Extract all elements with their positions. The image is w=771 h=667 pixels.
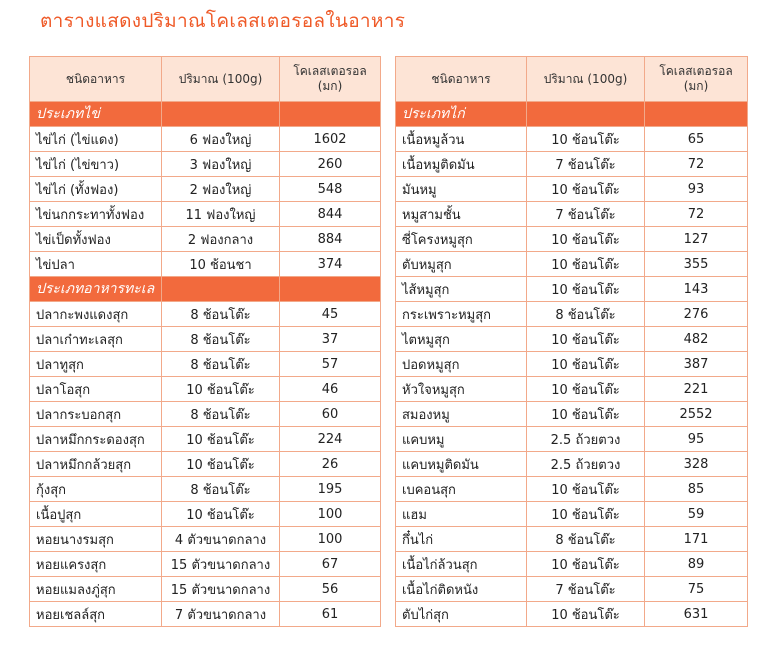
food-amount: 10 ช้อนโต๊ะ xyxy=(162,502,280,527)
table-row xyxy=(396,577,748,602)
table-row xyxy=(396,477,748,502)
food-amount: 7 ช้อนโต๊ะ xyxy=(527,577,645,602)
table-row xyxy=(396,602,748,627)
food-name: กึ๋นไก่ xyxy=(396,527,527,552)
table-row xyxy=(396,277,748,302)
table-row xyxy=(30,352,381,377)
food-name: กุ้งสุก xyxy=(30,477,162,502)
table-body xyxy=(396,57,748,627)
food-amount: 2 ฟองกลาง xyxy=(162,227,280,252)
food-name: หอยเชลล์สุก xyxy=(30,602,162,627)
food-amount: 10 ช้อนโต๊ะ xyxy=(527,402,645,427)
food-amount: 10 ช้อนโต๊ะ xyxy=(527,327,645,352)
food-amount: 10 ช้อนโต๊ะ xyxy=(527,227,645,252)
table-row xyxy=(30,152,381,177)
header-food: ชนิดอาหาร xyxy=(30,57,162,102)
food-amount: 8 ช้อนโต๊ะ xyxy=(162,402,280,427)
food-amount: 3 ฟองใหญ่ xyxy=(162,152,280,177)
food-amount: 15 ตัวขนาดกลาง xyxy=(162,552,280,577)
cholesterol-value: 548 xyxy=(280,177,381,202)
table-row xyxy=(30,202,381,227)
food-name: แคบหมู xyxy=(396,427,527,452)
table-row xyxy=(396,552,748,577)
cholesterol-value: 46 xyxy=(280,377,381,402)
food-amount: 2.5 ถ้วยตวง xyxy=(527,452,645,477)
header-cholesterol: โคเลสเตอรอล (มก) xyxy=(280,57,381,102)
table-row xyxy=(396,327,748,352)
food-amount: 15 ตัวขนาดกลาง xyxy=(162,577,280,602)
cholesterol-value: 85 xyxy=(645,477,748,502)
table-row xyxy=(396,152,748,177)
cholesterol-value: 26 xyxy=(280,452,381,477)
cholesterol-value: 195 xyxy=(280,477,381,502)
food-amount: 4 ตัวขนาดกลาง xyxy=(162,527,280,552)
table-row xyxy=(30,502,381,527)
cholesterol-value: 100 xyxy=(280,502,381,527)
food-name: มันหมู xyxy=(396,177,527,202)
food-name: ไข่ไก่ (ไข่แดง) xyxy=(30,127,162,152)
food-name: ปอดหมูสุก xyxy=(396,352,527,377)
section-row xyxy=(30,102,381,127)
header-amount: ปริมาณ (100g) xyxy=(527,57,645,102)
food-name: ไข่เป็ดทั้งฟอง xyxy=(30,227,162,252)
food-amount: 10 ช้อนชา xyxy=(162,252,280,277)
cholesterol-value: 374 xyxy=(280,252,381,277)
food-name: เนื้อไก่ติดหนัง xyxy=(396,577,527,602)
food-name: เนื้อหมูติดมัน xyxy=(396,152,527,177)
food-amount: 2 ฟองใหญ่ xyxy=(162,177,280,202)
food-amount: 10 ช้อนโต๊ะ xyxy=(527,127,645,152)
food-name: ซี่โครงหมูสุก xyxy=(396,227,527,252)
table-row xyxy=(396,452,748,477)
cholesterol-value: 884 xyxy=(280,227,381,252)
food-amount: 10 ช้อนโต๊ะ xyxy=(527,252,645,277)
food-amount: 10 ช้อนโต๊ะ xyxy=(527,477,645,502)
food-amount: 7 ช้อนโต๊ะ xyxy=(527,202,645,227)
section-row xyxy=(396,102,748,127)
food-name: กระเพราะหมูสุก xyxy=(396,302,527,327)
food-name: แฮม xyxy=(396,502,527,527)
cholesterol-value: 59 xyxy=(645,502,748,527)
food-amount: 10 ช้อนโต๊ะ xyxy=(527,352,645,377)
cholesterol-value: 260 xyxy=(280,152,381,177)
table-row xyxy=(30,477,381,502)
table-row xyxy=(396,202,748,227)
food-name: แคบหมูติดมัน xyxy=(396,452,527,477)
food-amount: 10 ช้อนโต๊ะ xyxy=(527,602,645,627)
food-name: ปลาเก๋าทะเลสุก xyxy=(30,327,162,352)
food-name: ไตหมูสุก xyxy=(396,327,527,352)
header-cholesterol: โคเลสเตอรอล (มก) xyxy=(645,57,748,102)
header-food: ชนิดอาหาร xyxy=(396,57,527,102)
table-row xyxy=(30,302,381,327)
food-name: ตับหมูสุก xyxy=(396,252,527,277)
food-amount: 11 ฟองใหญ่ xyxy=(162,202,280,227)
cholesterol-value: 95 xyxy=(645,427,748,452)
table-row xyxy=(396,177,748,202)
cholesterol-value: 221 xyxy=(645,377,748,402)
food-amount: 10 ช้อนโต๊ะ xyxy=(162,452,280,477)
table-row xyxy=(30,177,381,202)
table-row xyxy=(30,527,381,552)
cholesterol-value: 387 xyxy=(645,352,748,377)
section-spacer xyxy=(280,277,381,302)
food-amount: 6 ฟองใหญ่ xyxy=(162,127,280,152)
food-name: ปลาหมึกกระดองสุก xyxy=(30,427,162,452)
table-row xyxy=(30,252,381,277)
cholesterol-value: 67 xyxy=(280,552,381,577)
cholesterol-value: 45 xyxy=(280,302,381,327)
table-row xyxy=(30,377,381,402)
cholesterol-value: 89 xyxy=(645,552,748,577)
food-amount: 10 ช้อนโต๊ะ xyxy=(527,377,645,402)
table-row xyxy=(30,577,381,602)
food-name: หอยแมลงภู่สุก xyxy=(30,577,162,602)
food-name: ปลากะพงแดงสุก xyxy=(30,302,162,327)
food-name: หอยแครงสุก xyxy=(30,552,162,577)
food-amount: 8 ช้อนโต๊ะ xyxy=(162,352,280,377)
food-name: ไส้หมูสุก xyxy=(396,277,527,302)
section-spacer xyxy=(162,277,280,302)
cholesterol-value: 631 xyxy=(645,602,748,627)
cholesterol-value: 100 xyxy=(280,527,381,552)
table-row xyxy=(30,227,381,252)
table-row xyxy=(30,452,381,477)
table-row xyxy=(396,402,748,427)
food-name: ปลากระบอกสุก xyxy=(30,402,162,427)
table-row xyxy=(396,377,748,402)
cholesterol-value: 37 xyxy=(280,327,381,352)
food-name: ปลาโอสุก xyxy=(30,377,162,402)
food-name: ไข่ไก่ (ไข่ขาว) xyxy=(30,152,162,177)
food-name: ไข่ปลา xyxy=(30,252,162,277)
cholesterol-table-left xyxy=(29,56,381,627)
section-title: ประเภทอาหารทะเล xyxy=(30,277,162,302)
food-amount: 10 ช้อนโต๊ะ xyxy=(527,277,645,302)
header-amount: ปริมาณ (100g) xyxy=(162,57,280,102)
cholesterol-value: 171 xyxy=(645,527,748,552)
table-row xyxy=(30,602,381,627)
cholesterol-value: 56 xyxy=(280,577,381,602)
cholesterol-value: 844 xyxy=(280,202,381,227)
table-row xyxy=(396,227,748,252)
header-row xyxy=(30,57,381,102)
cholesterol-value: 2552 xyxy=(645,402,748,427)
cholesterol-value: 61 xyxy=(280,602,381,627)
table-row xyxy=(396,252,748,277)
food-amount: 7 ช้อนโต๊ะ xyxy=(527,152,645,177)
section-title: ประเภทไข่ xyxy=(30,102,162,127)
food-amount: 7 ตัวขนาดกลาง xyxy=(162,602,280,627)
food-amount: 2.5 ถ้วยตวง xyxy=(527,427,645,452)
cholesterol-value: 224 xyxy=(280,427,381,452)
section-spacer xyxy=(280,102,381,127)
cholesterol-value: 75 xyxy=(645,577,748,602)
cholesterol-value: 482 xyxy=(645,327,748,352)
food-amount: 8 ช้อนโต๊ะ xyxy=(527,302,645,327)
cholesterol-value: 57 xyxy=(280,352,381,377)
cholesterol-value: 72 xyxy=(645,152,748,177)
table-body xyxy=(30,57,381,627)
table-row xyxy=(396,527,748,552)
food-name: สมองหมู xyxy=(396,402,527,427)
cholesterol-table-right xyxy=(395,56,748,627)
cholesterol-value: 93 xyxy=(645,177,748,202)
food-name: ปลาหมึกกล้วยสุก xyxy=(30,452,162,477)
food-amount: 8 ช้อนโต๊ะ xyxy=(162,302,280,327)
food-name: เนื้อหมูล้วน xyxy=(396,127,527,152)
food-name: ไข่ไก่ (ทั้งฟอง) xyxy=(30,177,162,202)
food-name: ไข่นกกระทาทั้งฟอง xyxy=(30,202,162,227)
header-row xyxy=(396,57,748,102)
section-spacer xyxy=(527,102,645,127)
food-name: เนื้อปูสุก xyxy=(30,502,162,527)
cholesterol-value: 1602 xyxy=(280,127,381,152)
table-row xyxy=(30,552,381,577)
cholesterol-value: 328 xyxy=(645,452,748,477)
food-name: หมูสามชั้น xyxy=(396,202,527,227)
section-row xyxy=(30,277,381,302)
food-amount: 10 ช้อนโต๊ะ xyxy=(162,427,280,452)
food-name: ปลาทูสุก xyxy=(30,352,162,377)
table-row xyxy=(30,327,381,352)
section-spacer xyxy=(645,102,748,127)
food-name: เบคอนสุก xyxy=(396,477,527,502)
page-title: ตารางแสดงปริมาณโคเลสเตอรอลในอาหาร xyxy=(40,10,406,32)
food-amount: 8 ช้อนโต๊ะ xyxy=(527,527,645,552)
cholesterol-value: 72 xyxy=(645,202,748,227)
food-amount: 10 ช้อนโต๊ะ xyxy=(162,377,280,402)
table-row xyxy=(30,127,381,152)
food-amount: 10 ช้อนโต๊ะ xyxy=(527,502,645,527)
food-name: หัวใจหมูสุก xyxy=(396,377,527,402)
section-spacer xyxy=(162,102,280,127)
cholesterol-value: 127 xyxy=(645,227,748,252)
section-title: ประเภทไก่ xyxy=(396,102,527,127)
food-amount: 8 ช้อนโต๊ะ xyxy=(162,477,280,502)
food-name: หอยนางรมสุก xyxy=(30,527,162,552)
food-amount: 8 ช้อนโต๊ะ xyxy=(162,327,280,352)
table-row xyxy=(396,502,748,527)
table-row xyxy=(396,352,748,377)
cholesterol-value: 60 xyxy=(280,402,381,427)
food-amount: 10 ช้อนโต๊ะ xyxy=(527,177,645,202)
cholesterol-value: 276 xyxy=(645,302,748,327)
table-row xyxy=(30,427,381,452)
cholesterol-value: 65 xyxy=(645,127,748,152)
table-row xyxy=(396,427,748,452)
cholesterol-value: 355 xyxy=(645,252,748,277)
food-name: เนื้อไก่ล้วนสุก xyxy=(396,552,527,577)
table-row xyxy=(30,402,381,427)
food-name: ตับไก่สุก xyxy=(396,602,527,627)
table-row xyxy=(396,127,748,152)
table-row xyxy=(396,302,748,327)
food-amount: 10 ช้อนโต๊ะ xyxy=(527,552,645,577)
cholesterol-value: 143 xyxy=(645,277,748,302)
